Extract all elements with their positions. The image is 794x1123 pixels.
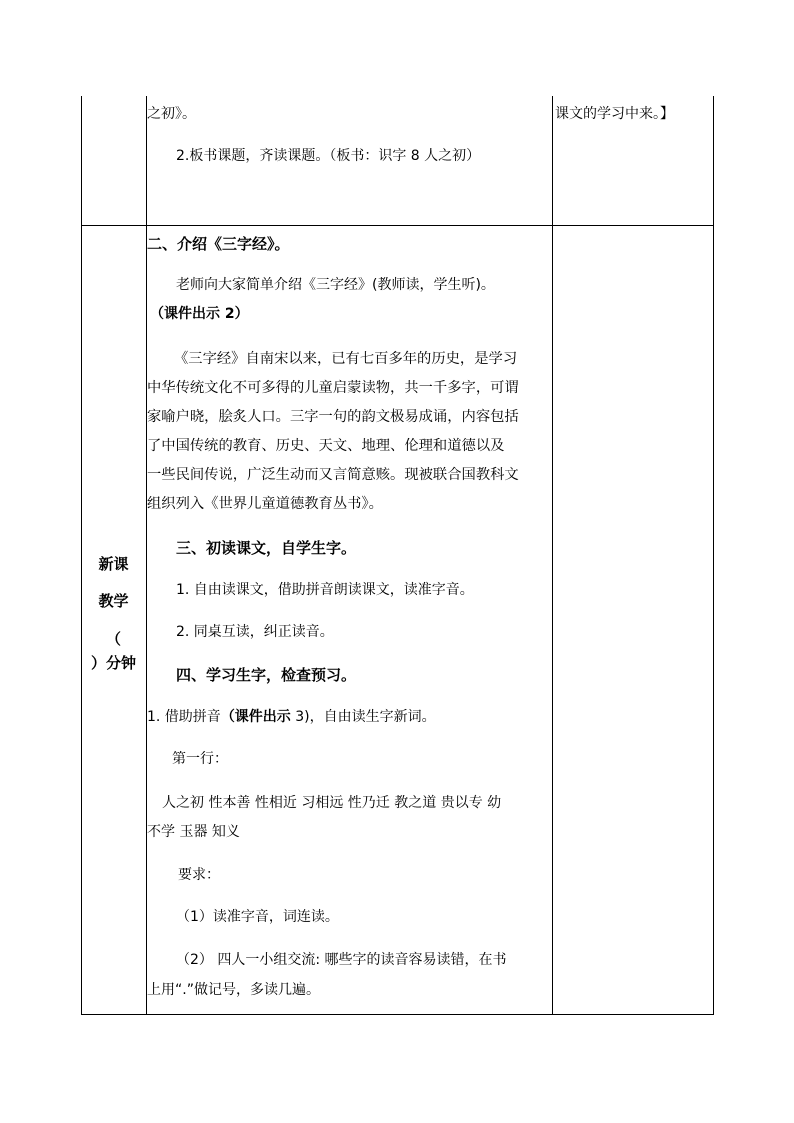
paragraph-line1: 《三字经》自南宋以来，已有七百多年的历史，是学习: [174, 351, 518, 367]
row1-note: 课文的学习中来。】: [555, 106, 674, 122]
section4-heading: 四、学习生字，检查预习。: [176, 666, 357, 684]
row-label-line1: 新课: [98, 555, 129, 573]
paragraph-line6: 组织列入《世界儿童道德教育丛书》。: [147, 496, 383, 512]
row-label-line4: ）分钟: [90, 654, 136, 672]
intro-line1: 老师向大家简单介绍《三字经》(教师读，学生听)。: [176, 277, 495, 293]
s4-item1-bold: （课件出示: [220, 709, 291, 725]
row-label-line3: （: [105, 630, 121, 648]
s3-item2: 2. 同桌互读，纠正读音。: [176, 624, 334, 640]
requirements-label: 要求：: [178, 867, 220, 883]
paragraph-line3: 家喻户晓，脍炙人口。三字一句的韵文极易成诵，内容包括: [147, 409, 519, 425]
requirement-2-line2: 上用“.”做记号，多读几遍。: [147, 982, 320, 998]
intro-line2: （课件出示 2）: [150, 306, 249, 322]
s4-item1: [147, 706, 436, 728]
paragraph-line5: 一些民间传说，广泛生动而又言简意赅。现被联合国教科文: [147, 467, 519, 483]
table-bottom-border: [81, 1014, 714, 1015]
row-label-line2: 教学: [98, 592, 129, 610]
section3-heading: 三、初读课文，自学生字。: [176, 539, 357, 557]
s4-item1-pre: 1. 借助拼音: [147, 709, 221, 725]
table-row-divider: [81, 225, 714, 226]
requirement-1: （1）读准字音，词连读。: [176, 909, 339, 925]
words-line1: 人之初 性本善 性相近 习相远 性乃迁 教之道 贵以专 幼: [162, 795, 502, 811]
row1-content-line1: 之初》。: [147, 106, 196, 122]
words-line2: 不学 玉器 知义: [147, 824, 240, 840]
paragraph-line4: 了中国传统的教育、历史、天文、地理、伦理和道德以及: [147, 438, 505, 454]
paragraph-line2: 中华传统文化不可多得的儿童启蒙读物，共一千多字，可谓: [147, 380, 519, 396]
row-label-first: 第一行：: [172, 751, 228, 767]
row1-content-line2: 2.板书课题，齐读课题。（板书：识字 8 人之初）: [176, 148, 481, 164]
s4-item1-post: 3)，自由读生字新词。: [290, 709, 436, 725]
section2-heading: 二、介绍《三字经》。: [147, 235, 290, 253]
s3-item1: 1. 自由读课文，借助拼音朗读课文，读准字音。: [176, 582, 474, 598]
table-right-border: [713, 96, 714, 1015]
requirement-2-line1: （2） 四人一小组交流: 哪些字的读音容易读错，在书: [176, 952, 507, 968]
table-note-divider: [552, 96, 553, 1015]
